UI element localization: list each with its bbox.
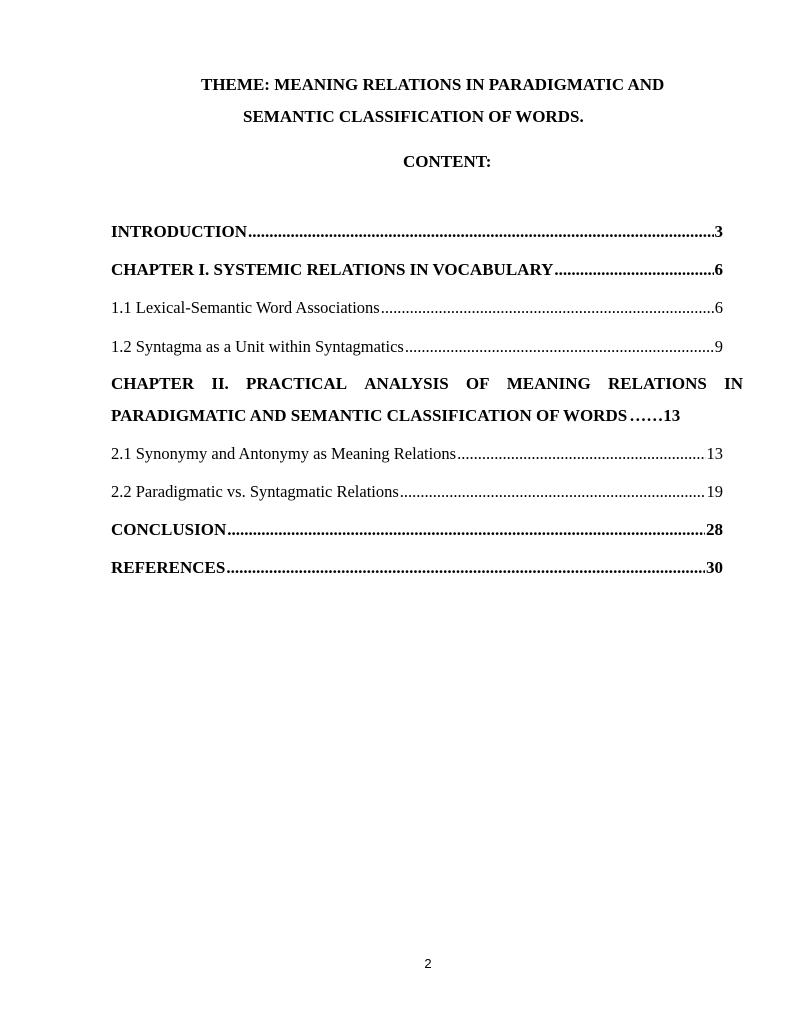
toc-entry-label: 1.2 Syntagma as a Unit within Syntagmatics xyxy=(111,337,404,356)
toc-dot-leader xyxy=(227,520,705,540)
toc-entry-label: 1.1 Lexical-Semantic Word Associations xyxy=(111,298,380,317)
toc-word: MEANING xyxy=(506,374,591,393)
toc-entry-label: CHAPTER I. SYSTEMIC RELATIONS IN VOCABULARY xyxy=(111,260,554,279)
toc-entry-chapter-2-line-1 xyxy=(111,368,743,400)
toc-word: ANALYSIS xyxy=(364,374,449,393)
toc-entry-page: 6 xyxy=(714,298,723,317)
toc-entry-label: PARADIGMATIC AND SEMANTIC CLASSIFICATION OF WORDS xyxy=(111,406,628,425)
toc-entry-page: 6 xyxy=(714,260,723,279)
toc-word: OF xyxy=(465,374,490,393)
toc-entry-page: 28 xyxy=(706,520,723,539)
toc-entry-chapter-2 xyxy=(111,368,743,432)
document-title-line-1: THEME: MEANING RELATIONS IN PARADIGMATIC AND xyxy=(201,75,665,94)
toc-dot-leader xyxy=(248,222,713,242)
toc-entry-section-2-1 xyxy=(111,444,723,464)
toc-entry-label: 2.1 Synonymy and Antonymy as Meaning Relations xyxy=(111,444,457,463)
toc-dot-leader xyxy=(405,337,714,357)
toc-entry-introduction xyxy=(111,222,723,242)
toc-word: RELATIONS xyxy=(607,374,707,393)
toc-word: CHAPTER xyxy=(111,374,195,393)
toc-entry-references xyxy=(111,558,723,578)
toc-dot-leader xyxy=(457,444,705,464)
toc-word: PRACTICAL xyxy=(246,374,348,393)
toc-entry-page: 19 xyxy=(706,482,723,501)
toc-entry-page: 3 xyxy=(714,222,723,241)
toc-word: IN xyxy=(724,374,743,393)
toc-dot-leader: …… xyxy=(629,406,664,425)
toc-entry-page: 9 xyxy=(714,337,723,356)
document-title-line-2: SEMANTIC CLASSIFICATION OF WORDS. xyxy=(243,107,584,126)
toc-entry-label: CONCLUSION xyxy=(111,520,227,539)
content-heading: CONTENT: xyxy=(403,152,492,171)
page-number: 2 xyxy=(424,956,432,971)
toc-entry-page: 13 xyxy=(663,406,681,425)
toc-word: II. xyxy=(211,374,229,393)
toc-dot-leader xyxy=(226,558,705,578)
toc-dot-leader xyxy=(554,260,713,280)
toc-entry-page: 13 xyxy=(706,444,723,463)
toc-dot-leader xyxy=(400,482,706,502)
toc-dot-leader xyxy=(381,298,714,318)
toc-entry-label: 2.2 Paradigmatic vs. Syntagmatic Relations xyxy=(111,482,399,501)
toc-entry-page: 30 xyxy=(706,558,723,577)
toc-entry-conclusion xyxy=(111,520,723,540)
toc-entry-section-2-2 xyxy=(111,482,723,502)
toc-entry-section-1-2 xyxy=(111,337,723,357)
toc-entry-section-1-1 xyxy=(111,298,723,318)
toc-entry-label: REFERENCES xyxy=(111,558,226,577)
toc-entry-chapter-1 xyxy=(111,260,723,280)
toc-entry-label: INTRODUCTION xyxy=(111,222,248,241)
toc-entry-chapter-2-line-2 xyxy=(111,400,723,432)
